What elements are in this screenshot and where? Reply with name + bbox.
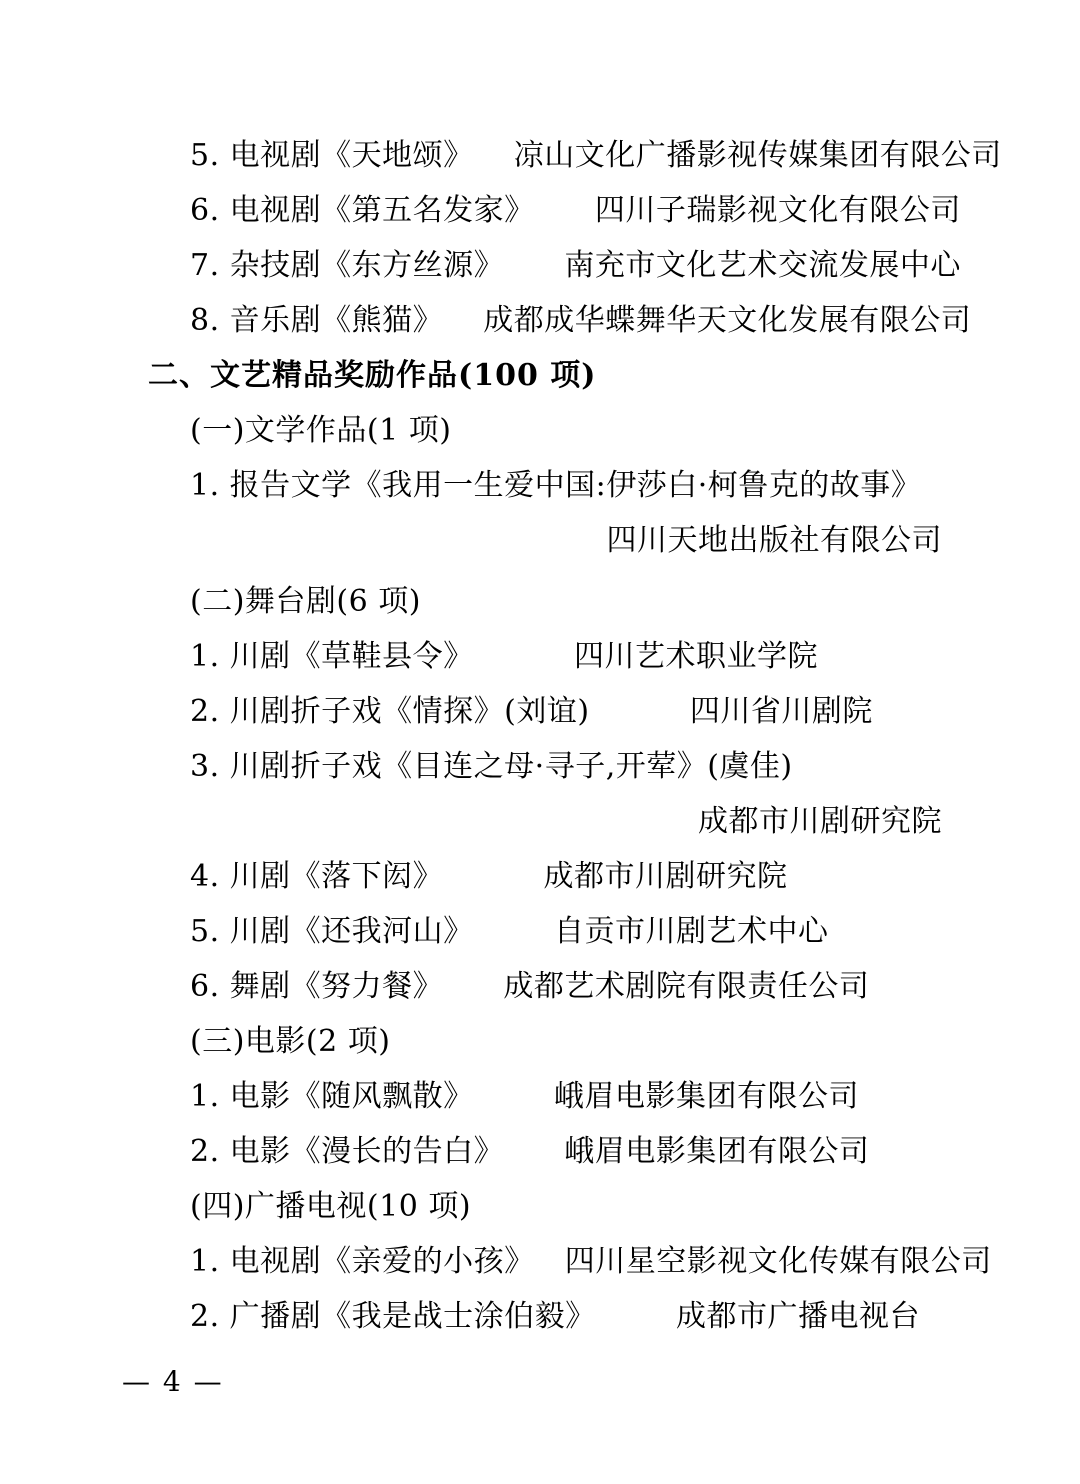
list-item: 8. 音乐剧《熊猫》 成都成华蝶舞华天文化发展有限公司 — [190, 303, 972, 338]
list-item: 5. 川剧《还我河山》 自贡市川剧艺术中心 — [190, 914, 829, 949]
subsection-heading: (三)电影(2 项) — [190, 1024, 391, 1059]
document-body — [148, 128, 1002, 1344]
list-item: 1. 电影《随风飘散》 峨眉电影集团有限公司 — [190, 1079, 859, 1114]
list-item: 3. 川剧折子戏《目连之母·寻子,开荤》(虞佳) — [190, 749, 793, 784]
organization-name: 成都市川剧研究院 — [698, 804, 942, 839]
list-item: 1. 川剧《草鞋县令》 四川艺术职业学院 — [190, 639, 819, 674]
list-item: 4. 川剧《落下闳》 成都市川剧研究院 — [190, 859, 788, 894]
section-heading: 二、文艺精品奖励作品(100 项) — [148, 358, 597, 393]
list-item: 2. 电影《漫长的告白》 峨眉电影集团有限公司 — [190, 1134, 870, 1169]
page-footer — [122, 1365, 948, 1398]
list-item: 2. 川剧折子戏《情探》(刘谊) 四川省川剧院 — [190, 694, 873, 729]
list-item: 2. 广播剧《我是战士涂伯毅》 成都市广播电视台 — [190, 1299, 920, 1334]
organization-name: 四川天地出版社有限公司 — [606, 523, 942, 558]
list-item: 6. 舞剧《努力餐》 成都艺术剧院有限责任公司 — [190, 969, 870, 1004]
subsection-heading: (一)文学作品(1 项) — [190, 413, 452, 448]
subsection-heading: (四)广播电视(10 项) — [190, 1189, 472, 1224]
list-item: 7. 杂技剧《东方丝源》 南充市文化艺术交流发展中心 — [190, 248, 961, 283]
list-item: 1. 报告文学《我用一生爱中国:伊莎白·柯鲁克的故事》 — [190, 468, 922, 503]
page-number: — 4 — — [122, 1365, 224, 1398]
list-item: 6. 电视剧《第五名发家》 四川子瑞影视文化有限公司 — [190, 193, 961, 228]
list-item: 5. 电视剧《天地颂》 凉山文化广播影视传媒集团有限公司 — [190, 138, 1002, 173]
subsection-heading: (二)舞台剧(6 项) — [190, 584, 421, 619]
list-item: 1. 电视剧《亲爱的小孩》 四川星空影视文化传媒有限公司 — [190, 1244, 992, 1279]
